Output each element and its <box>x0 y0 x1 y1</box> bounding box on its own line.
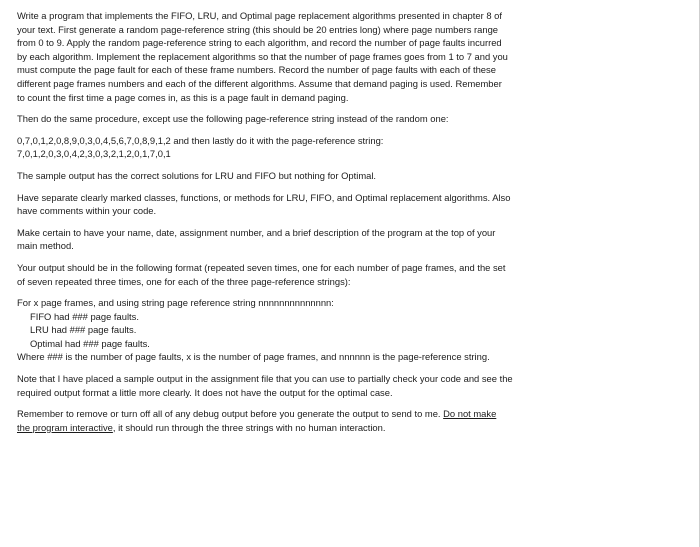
underlined-emphasis: the program interactive <box>17 421 113 433</box>
text-line: different page frames numbers and each of the different algorithms. Assume that demand paging is used. Remember <box>17 77 502 89</box>
format-optimal-line: Optimal had ### page faults. <box>30 337 150 349</box>
text-line: main method. <box>17 240 74 252</box>
format-header-line: For x page frames, and using string page reference string nnnnnnnnnnnnnn: <box>17 297 334 309</box>
text-line: Make certain to have your name, date, assignment number, and a brief description of the program at the top of your <box>17 226 496 238</box>
text-line: Write a program that implements the FIFO, LRU, and Optimal page replacement algorithms presented in chapter 8 of <box>17 10 502 21</box>
reminder-text: , it should run through the three strings with no human interaction. <box>112 421 386 433</box>
text-line: Have separate clearly marked classes, functions, or methods for LRU, FIFO, and Optimal replacement algorithms. Also <box>17 191 511 203</box>
text-line: 7,0,1,2,0,3,0,4,2,3,0,3,2,1,2,0,1,7,0,1 <box>17 148 171 160</box>
text-line: must compute the page fault for each of these frame numbers. Record the number of page faults with each of these <box>17 64 496 76</box>
format-lru-line: LRU had ### page faults. <box>30 324 137 336</box>
assignment-document <box>17 9 687 442</box>
reference-strings-paragraph <box>17 134 687 161</box>
text-line: by each algorithm. Implement the replacement algorithms so that the number of page frames goes from 1 to 7 and you <box>17 50 508 62</box>
output-format-paragraph <box>17 261 687 288</box>
text-line: your text. First generate a random page-reference string (this should be 20 entries long) where page numbers range <box>17 23 498 35</box>
text-line: Then do the same procedure, except use the following page-reference string instead of the random one: <box>17 113 449 125</box>
text-line: Your output should be in the following format (repeated seven times, one for each number of page frames, and the set <box>17 261 506 273</box>
output-format-example <box>17 296 687 364</box>
intro-paragraph <box>17 9 687 104</box>
text-line: from 0 to 9. Apply the random page-reference string to each algorithm, and record the number of page faults incurred <box>17 37 502 49</box>
sample-output-note <box>17 169 687 183</box>
text-line: required output format a little more clearly. It does not have the output for the optimal case. <box>17 386 393 398</box>
text-line <box>17 407 687 421</box>
text-line: Note that I have placed a sample output in the assignment file that you can use to partially check your code and see the <box>17 373 513 385</box>
underlined-emphasis: Do not make <box>443 408 497 420</box>
sample-file-note <box>17 372 687 399</box>
debug-output-reminder <box>17 407 687 434</box>
text-line: The sample output has the correct solutions for LRU and FIFO but nothing for Optimal. <box>17 169 377 181</box>
text-line: to count the first time a page comes in, as this is a page fault in demand paging. <box>17 91 349 103</box>
header-requirements-paragraph <box>17 226 687 253</box>
text-line: have comments within your code. <box>17 205 157 217</box>
classes-paragraph <box>17 191 687 218</box>
text-line <box>17 421 687 435</box>
procedure-paragraph <box>17 112 687 126</box>
text-line: of seven repeated three times, one for each of the three page-reference strings): <box>17 275 351 287</box>
format-where-line: Where ### is the number of page faults, x is the number of page frames, and nnnnnn is the page-reference string. <box>17 351 490 363</box>
text-line: 0,7,0,1,2,0,8,9,0,3,0,4,5,6,7,0,8,9,1,2 and then lastly do it with the page-reference string: <box>17 134 384 146</box>
reminder-text: Remember to remove or turn off all of any debug output before you generate the output to send to me. <box>17 408 444 420</box>
format-fifo-line: FIFO had ### page faults. <box>30 310 139 322</box>
